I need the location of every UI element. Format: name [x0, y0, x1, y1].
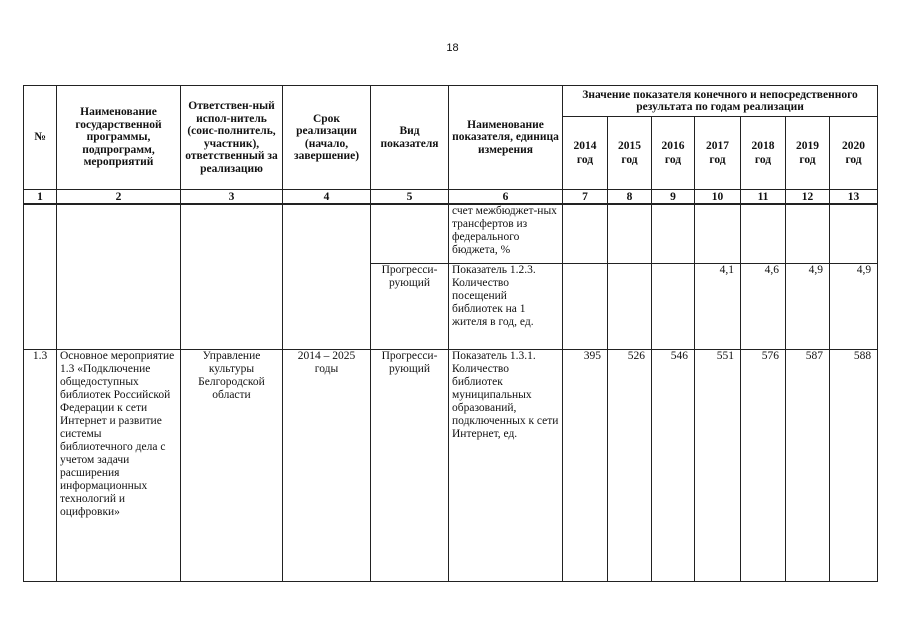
header-values-group: Значение показателя конечного и непосредственного результата по годам реализации: [563, 86, 878, 117]
header-year: 2018 год: [741, 117, 786, 190]
row-indicator-type: Прогресси-рующий: [371, 349, 449, 581]
row-value: 576: [741, 349, 786, 581]
row-responsible: Управление культуры Белгородской области: [181, 349, 283, 581]
column-number-row: [24, 190, 878, 205]
column-number: 10: [695, 190, 741, 205]
row-value: 588: [830, 349, 878, 581]
header-year: 2016 год: [652, 117, 695, 190]
row-term: [283, 204, 371, 349]
header-program-name: Наименование государственной программы, подпрограмм, мероприятий: [57, 86, 181, 190]
header-year: 2019 год: [786, 117, 830, 190]
row-value: [563, 204, 608, 263]
row-value: 546: [652, 349, 695, 581]
row-program-name: [57, 204, 181, 349]
row-value: [786, 204, 830, 263]
table-row: [24, 349, 878, 581]
row-value: [695, 204, 741, 263]
row-indicator-name: счет межбюджет-ных трансфертов из федерального бюджета, %: [449, 204, 563, 263]
header-number: №: [24, 86, 57, 190]
header-year: 2020 год: [830, 117, 878, 190]
column-number: 12: [786, 190, 830, 205]
header-row-top: [24, 86, 878, 117]
column-number: 5: [371, 190, 449, 205]
row-value: [652, 204, 695, 263]
row-value: 4,9: [830, 263, 878, 349]
column-number: 13: [830, 190, 878, 205]
row-value: 4,9: [786, 263, 830, 349]
row-indicator-name: Показатель 1.2.3. Количество посещений библиотек на 1 жителя в год, ед.: [449, 263, 563, 349]
row-value: [563, 263, 608, 349]
row-value: 587: [786, 349, 830, 581]
header-indicator-type: Вид показателя: [371, 86, 449, 190]
table-row: [24, 204, 878, 263]
column-number: 6: [449, 190, 563, 205]
row-value: [741, 204, 786, 263]
row-number: [24, 204, 57, 349]
row-program-name: Основное мероприятие 1.3 «Подключение общедоступных библиотек Российской Федерации к сети Интернет и развитие системы библиотечного дела с учетом задачи расширения информационных технологий и оцифровки»: [57, 349, 181, 581]
header-term: Срок реализации (начало, завершение): [283, 86, 371, 190]
header-responsible: Ответствен-ный испол-нитель (соис-полнитель, участник), ответственный за реализацию: [181, 86, 283, 190]
row-indicator-type: Прогресси-рующий: [371, 263, 449, 349]
column-number: 2: [57, 190, 181, 205]
column-number: 9: [652, 190, 695, 205]
row-indicator-name: Показатель 1.3.1. Количество библиотек муниципальных образований, подключенных к сети Интернет, ед.: [449, 349, 563, 581]
row-value: 395: [563, 349, 608, 581]
indicator-table: [23, 85, 878, 582]
row-value: [652, 263, 695, 349]
row-value: 4,1: [695, 263, 741, 349]
row-indicator-type: [371, 204, 449, 263]
header-year: 2014 год: [563, 117, 608, 190]
column-number: 7: [563, 190, 608, 205]
column-number: 11: [741, 190, 786, 205]
row-value: 4,6: [741, 263, 786, 349]
row-value: [608, 263, 652, 349]
header-year: 2015 год: [608, 117, 652, 190]
row-value: 526: [608, 349, 652, 581]
column-number: 3: [181, 190, 283, 205]
row-responsible: [181, 204, 283, 349]
row-value: [830, 204, 878, 263]
column-number: 8: [608, 190, 652, 205]
row-number: 1.3: [24, 349, 57, 581]
page-number: 18: [446, 42, 459, 54]
column-number: 4: [283, 190, 371, 205]
row-value: 551: [695, 349, 741, 581]
header-indicator-name: Наименование показателя, единица измерения: [449, 86, 563, 190]
column-number: 1: [24, 190, 57, 205]
row-term: 2014 – 2025 годы: [283, 349, 371, 581]
row-value: [608, 204, 652, 263]
header-year: 2017 год: [695, 117, 741, 190]
